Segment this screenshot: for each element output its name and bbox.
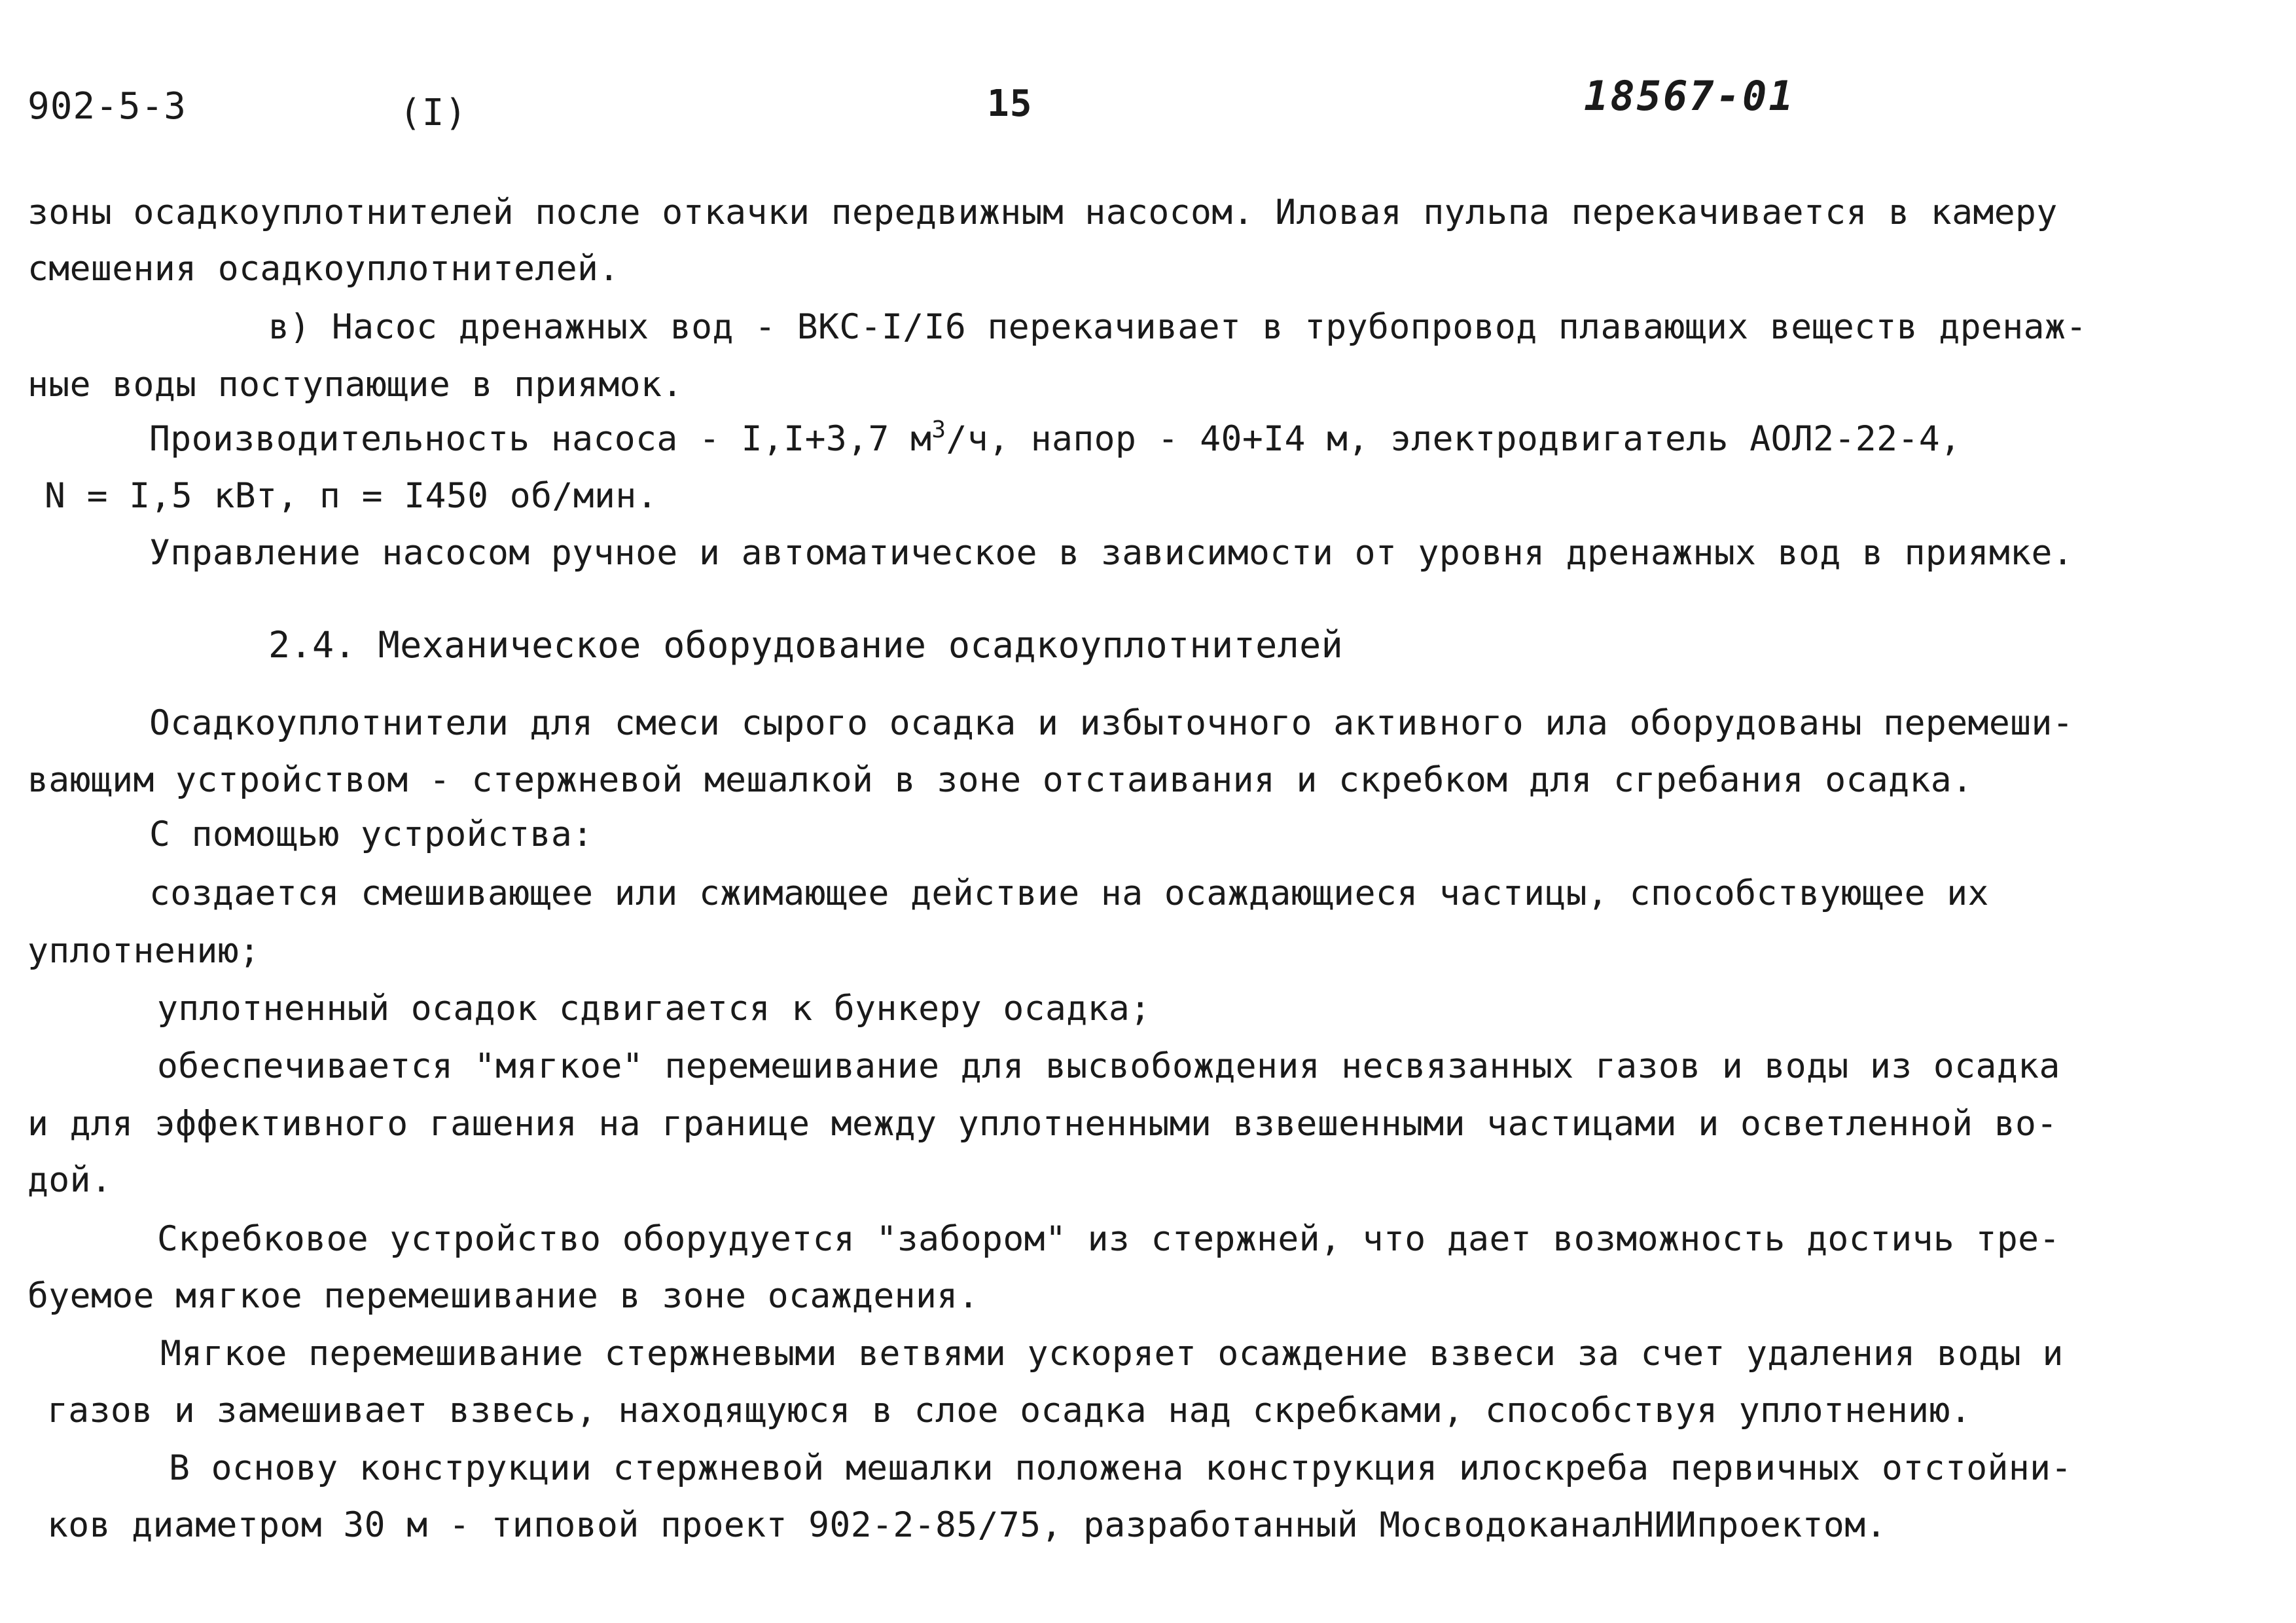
text-line: ков диаметром 30 м - типовой проект 902-2-85/75, разработанный МосводоканалНИИпроектом. — [47, 1505, 1887, 1545]
text-line: создается смешивающее или сжимающее действие на осаждающиеся частицы, способствующее их — [149, 873, 1989, 913]
text-line: дой. — [27, 1160, 113, 1200]
text-span: Производительность насоса - I,I+3,7 м — [149, 419, 932, 459]
text-line: уплотненный осадок сдвигается к бункеру осадка; — [157, 989, 1151, 1029]
text-line: Управление насосом ручное и автоматическое в зависимости от уровня дренажных вод в приямке. — [149, 533, 2074, 573]
section-heading: 2.4. Механическое оборудование осадкоуплотнителей — [268, 624, 1344, 666]
text-line: уплотнению; — [27, 931, 260, 971]
text-line: Осадкоуплотнители для смеси сырого осадка и избыточного активного ила оборудованы перемеши- — [149, 703, 2074, 743]
superscript: 3 — [931, 416, 946, 443]
document-part: (I) — [399, 92, 468, 134]
inventory-number: 18567-01 — [1584, 72, 1795, 120]
text-line: N = I,5 кВт, п = I450 об/мин. — [45, 476, 658, 516]
text-line: смешения осадкоуплотнителей. — [27, 249, 620, 289]
text-line: ные воды поступающие в приямок. — [27, 365, 683, 405]
text-line — [149, 416, 1961, 462]
text-line: в) Насос дренажных вод - ВКС-I/I6 перекачивает в трубопровод плавающих веществ дренаж- — [268, 307, 2087, 347]
text-span: /ч, напор - 40+I4 м, электродвигатель АОЛ2-22-4, — [946, 419, 1962, 459]
text-line: газов и замешивает взвесь, находящуюся в слое осадка над скребками, способствуя уплотнению. — [47, 1391, 1972, 1431]
text-line: В основу конструкции стержневой мешалки положена конструкция илоскреба первичных отстойни- — [169, 1448, 2072, 1488]
text-line: Скребковое устройство оборудуется "забором" из стержней, что дает возможность достичь тре- — [157, 1219, 2060, 1259]
page-number: 15 — [987, 82, 1033, 125]
text-line: вающим устройством - стержневой мешалкой в зоне отстаивания и скребком для сгребания осадка. — [27, 760, 1973, 800]
text-line: и для эффективного гашения на границе между уплотненными взвешенными частицами и осветленной во- — [27, 1104, 2058, 1144]
document-code: 902-5-3 — [27, 85, 187, 128]
text-line: зоны осадкоуплотнителей после откачки передвижным насосом. Иловая пульпа перекачивается в камеру — [27, 192, 2058, 232]
text-line: обеспечивается "мягкое" перемешивание для высвобождения несвязанных газов и воды из осадка — [157, 1046, 2060, 1086]
text-line: Мягкое перемешивание стержневыми ветвями ускоряет осаждение взвеси за счет удаления воды и — [160, 1334, 2064, 1374]
text-line: С помощью устройства: — [149, 814, 594, 854]
text-line: буемое мягкое перемешивание в зоне осаждения. — [27, 1276, 979, 1316]
